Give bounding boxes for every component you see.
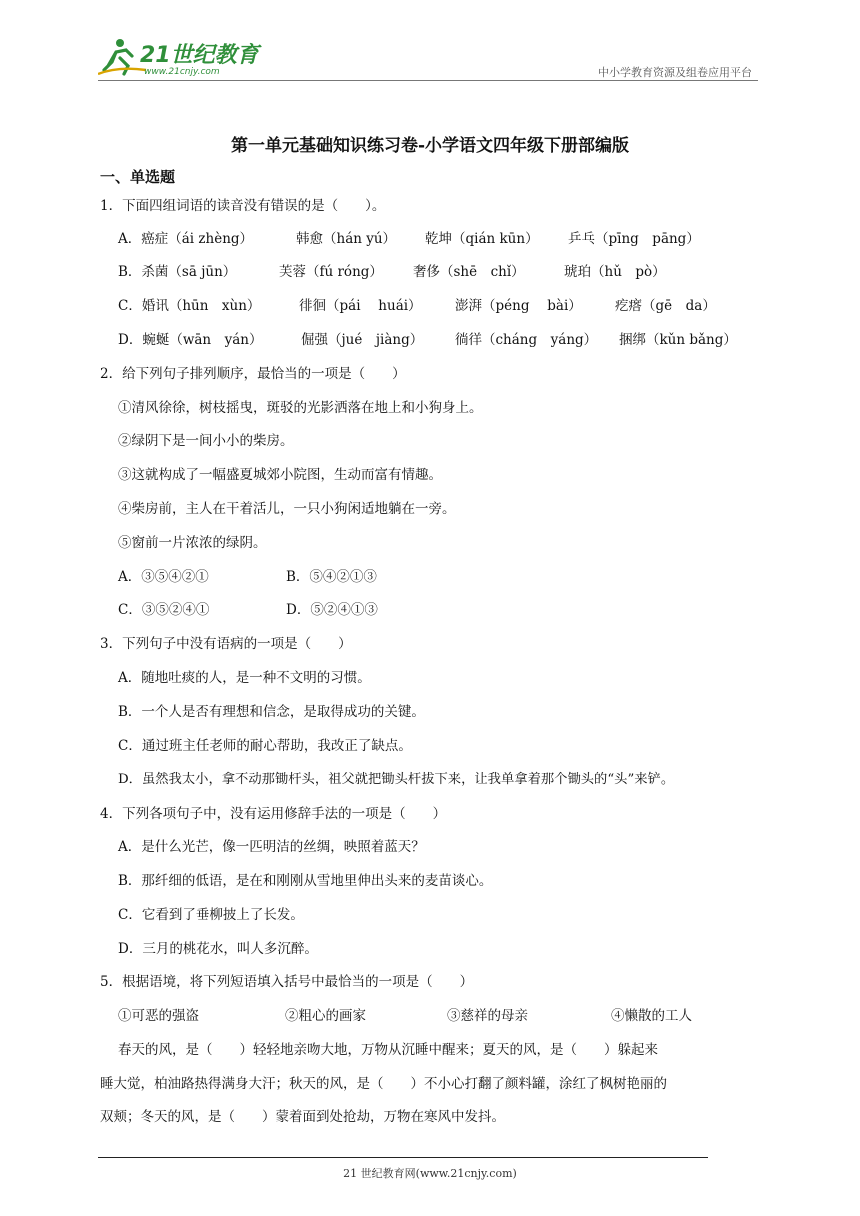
q5-passage-line-3: 双颊；冬天的风，是（ ）蒙着面到处抢劫，万物在寒风中发抖。: [100, 1109, 505, 1125]
q2-sentence-2: ②绿阴下是一间小小的柴房。: [118, 433, 294, 449]
q4-option-d: D．三月的桃花水，叫人多沉醉。: [118, 941, 318, 957]
q1-d-1: D．蜿蜒（wān yán）: [118, 332, 263, 348]
q3-stem: 3．下列句子中没有语病的一项是（ ）: [100, 636, 352, 652]
q1-b-2: 芙蓉（fú róng）: [279, 264, 383, 280]
logo-brand-text: 21世纪教育: [140, 43, 259, 68]
q1-a-2: 韩愈（hán yú）: [296, 231, 397, 247]
logo-url-text: www.21cnjy.com: [144, 67, 220, 77]
q1-b-4: 琥珀（hǔ pò）: [564, 264, 666, 280]
q4-option-b: B．那纤细的低语，是在和刚刚从雪地里伸出头来的麦苗谈心。: [118, 873, 493, 889]
q2-stem: 2．给下列句子排列顺序，最恰当的一项是（ ）: [100, 366, 406, 382]
q1-a-1: A．癌症（ái zhèng）: [118, 231, 254, 247]
q2-sentence-1: ①清风徐徐，树枝摇曳，斑驳的光影洒落在地上和小狗身上。: [118, 400, 483, 416]
q3-option-b: B．一个人是否有理想和信念，是取得成功的关键。: [118, 704, 425, 720]
q3-option-a: A．随地吐痰的人，是一种不文明的习惯。: [118, 670, 371, 686]
q2-sentence-5: ⑤窗前一片浓浓的绿阴。: [118, 535, 267, 551]
header-divider: [98, 80, 758, 81]
footer-divider: [98, 1157, 708, 1158]
q1-d-3: 徜徉（cháng yáng）: [455, 332, 598, 348]
q5-stem: 5．根据语境，将下列短语填入括号中最恰当的一项是（ ）: [100, 974, 474, 990]
q5-passage-line-1: 春天的风，是（ ）轻轻地亲吻大地，万物从沉睡中醒来；夏天的风，是（ ）躲起来: [118, 1042, 658, 1058]
page-header: [98, 30, 758, 82]
page-title: 第一单元基础知识练习卷-小学语文四年级下册部编版: [230, 136, 630, 156]
q1-d-2: 倔强（jué jiàng）: [301, 332, 424, 348]
q1-c-1: C．婚讯（hūn xùn）: [118, 298, 261, 314]
q1-c-3: 澎湃（péng bài）: [455, 298, 582, 314]
q5-phrase-4: ④懒散的工人: [611, 1008, 692, 1024]
q5-phrase-1: ①可恶的强盗: [118, 1008, 199, 1024]
q2-option-a: A．③⑤④②①: [118, 569, 209, 585]
footer-text: 21 世纪教育网(www.21cnjy.com): [343, 1167, 517, 1180]
logo-21cnjy: [98, 36, 263, 78]
q4-option-c: C．它看到了垂柳披上了长发。: [118, 907, 304, 923]
q2-sentence-4: ④柴房前，主人在干着活儿，一只小狗闲适地躺在一旁。: [118, 501, 456, 517]
q1-a-3: 乾坤（qián kūn）: [425, 231, 539, 247]
q1-a-4: 乒乓（pīng pāng）: [568, 231, 700, 247]
q5-passage-line-2: 睡大觉，柏油路热得满身大汗；秋天的风，是（ ）不小心打翻了颜料罐，涂红了枫树艳丽的: [100, 1076, 667, 1092]
q1-c-2: 徘徊（pái huái）: [299, 298, 422, 314]
q1-stem: 1．下面四组词语的读音没有错误的是（ ）。: [100, 198, 386, 214]
q2-option-d: D．⑤②④①③: [286, 602, 378, 618]
q1-c-4: 疙瘩（gē da）: [615, 298, 716, 314]
q4-stem: 4．下列各项句子中，没有运用修辞手法的一项是（ ）: [100, 806, 447, 822]
q5-phrase-3: ③慈祥的母亲: [447, 1008, 528, 1024]
q5-phrase-2: ②粗心的画家: [285, 1008, 366, 1024]
q4-option-a: A．是什么光芒，像一匹明洁的丝绸，映照着蓝天？: [118, 839, 425, 855]
q1-b-3: 奢侈（shē chǐ）: [413, 264, 525, 280]
q2-sentence-3: ③这就构成了一幅盛夏城郊小院图，生动而富有情趣。: [118, 467, 442, 483]
section-heading: 一、单选题: [100, 168, 176, 186]
platform-name: 中小学教育资源及组卷应用平台: [598, 66, 752, 79]
q1-b-1: B．杀菌（sā jūn）: [118, 264, 237, 280]
q1-d-4: 捆绑（kǔn bǎng）: [619, 332, 737, 348]
q2-option-c: C．③⑤②④①: [118, 602, 210, 618]
q2-option-b: B．⑤④②①③: [286, 569, 377, 585]
q3-option-d: D．虽然我太小，拿不动那锄杆头，祖父就把锄头杆拔下来，让我单拿着那个锄头的“头”来铲。: [118, 772, 675, 787]
q3-option-c: C．通过班主任老师的耐心帮助，我改正了缺点。: [118, 738, 412, 754]
